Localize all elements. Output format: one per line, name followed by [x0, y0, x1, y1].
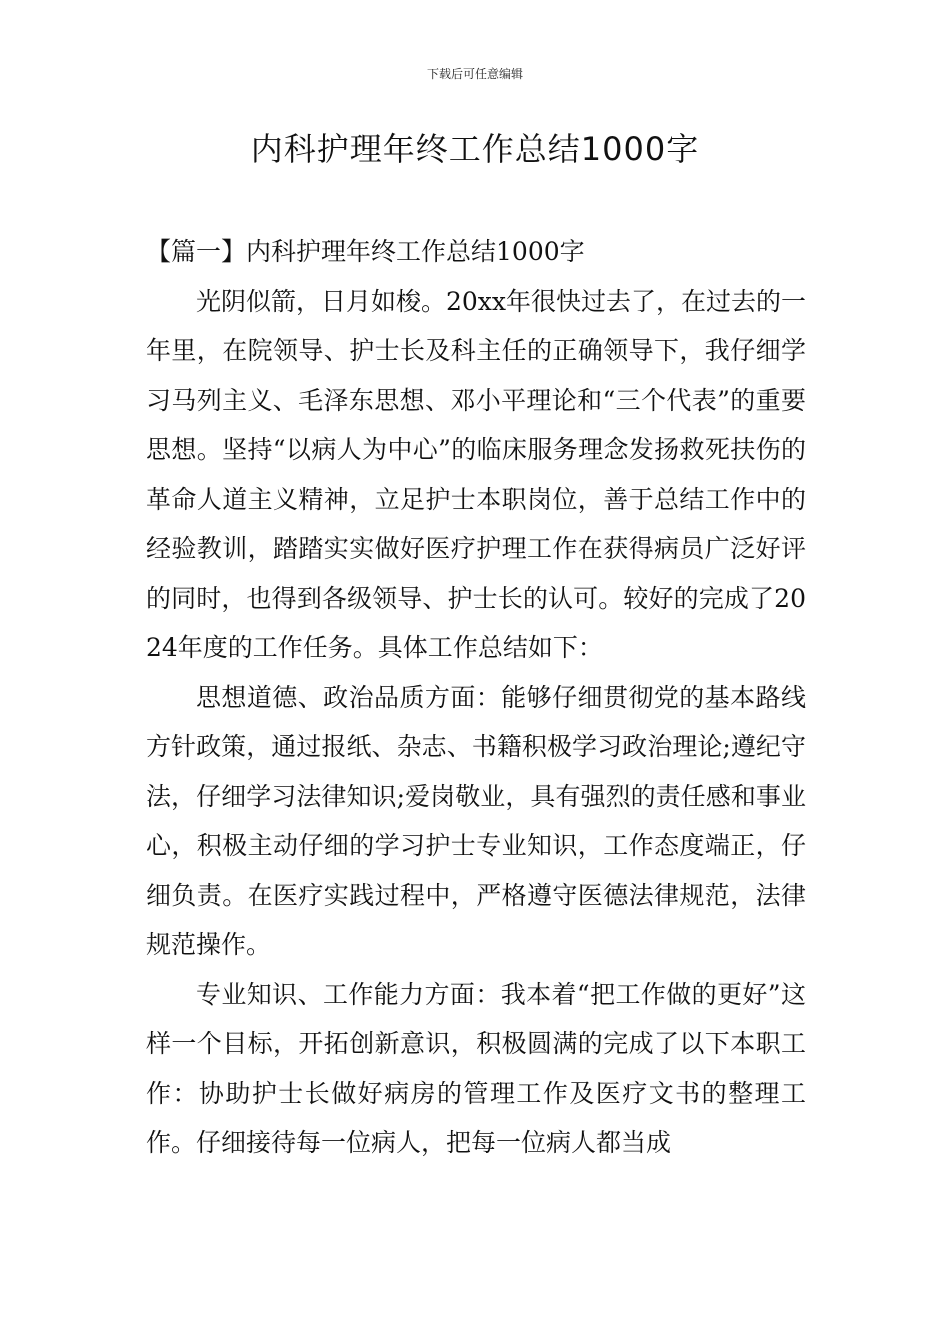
header-note: 下载后可任意编辑 [426, 67, 523, 81]
document-body [146, 227, 806, 1168]
paragraph-professional: 专业知识、工作能力方面：我本着“把工作做的更好”这样一个目标，开拓创新意识，积极圆满的完成了以下本职工作：协助护士长做好病房的管理工作及医疗文书的整理工作。仔细接待每一位病人，把每一位病人都当成 [146, 979, 806, 1157]
paragraph-ideology: 思想道德、政治品质方面：能够仔细贯彻党的基本路线方针政策，通过报纸、杂志、书籍积极学习政治理论;遵纪守法，仔细学习法律知识;爱岗敬业，具有强烈的责任感和事业心，积极主动仔细的学习护士专业知识，工作态度端正，仔细负责。在医疗实践过程中，严格遵守医德法律规范，法律规范操作。 [146, 682, 806, 959]
document-title: 内科护理年终工作总结1000字 [250, 130, 700, 168]
paragraph-intro: 光阴似箭，日月如梭。20xx年很快过去了，在过去的一年里，在院领导、护士长及科主任的正确领导下，我仔细学习马列主义、毛泽东思想、邓小平理论和“三个代表”的重要思想。坚持“以病人为中心”的临床服务理念发扬救死扶伤的革命人道主义精神，立足护士本职岗位，善于总结工作中的经验教训，踏踏实实做好医疗护理工作在获得病员广泛好评的同时，也得到各级领导、护士长的认可。较好的完成了2024年度的工作任务。具体工作总结如下： [146, 286, 807, 662]
section-heading: 【篇一】内科护理年终工作总结1000字 [146, 237, 585, 266]
